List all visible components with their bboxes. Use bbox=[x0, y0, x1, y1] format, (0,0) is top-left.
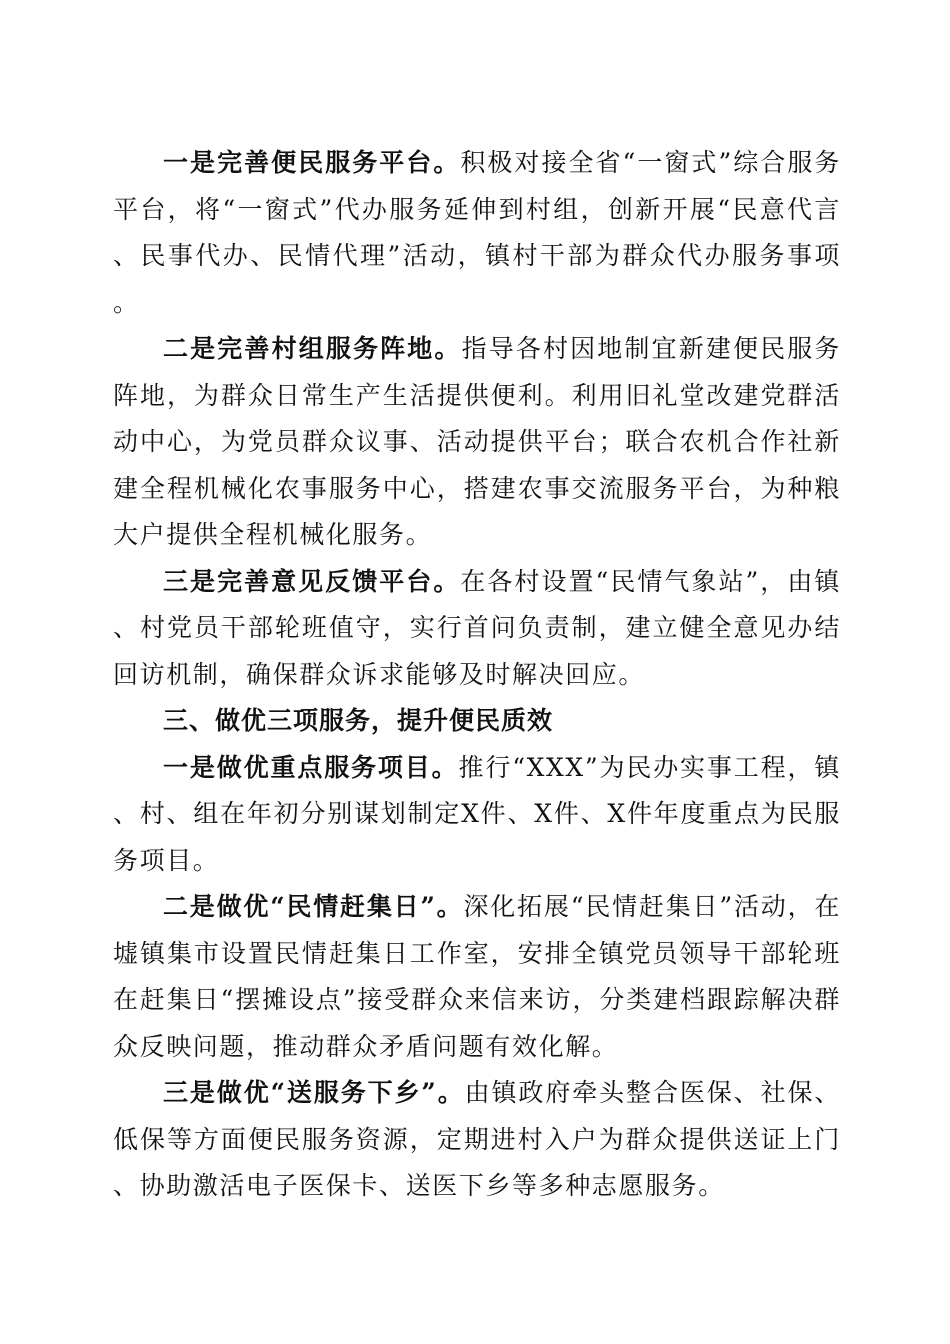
paragraph-lead: 一是完善便民服务平台。 bbox=[163, 148, 461, 177]
paragraph-lead: 三是完善意见反馈平台。 bbox=[163, 566, 461, 596]
paragraph-text: 深化拓展“民情赶集日”活动，在墟镇集市设置民情赶集日工作室，安排全镇党员领导干部轮班在赶集日“摆摊设点”接受群众来信来访，分类建档跟踪解决群众反映问题，推动群众矛盾问题有效化解。 bbox=[113, 892, 841, 1061]
paragraph-key-service-projects bbox=[113, 745, 841, 885]
paragraph-text: 指导各村因地制宜新建便民服务阵地，为群众日常生产生活提供便利。利用旧礼堂改建党群活动中心，为党员群众议事、活动提供平台；联合农机合作社新建全程机械化农事服务中心，搭建农事交流服务平台，为种粮大户提供全程机械化服务。 bbox=[113, 334, 841, 549]
paragraph-text: 由镇政府牵头整合医保、社保、低保等方面便民服务资源，定期进村入户为群众提供送证上门、协助激活电子医保卡、送医下乡等多种志愿服务。 bbox=[113, 1078, 841, 1200]
paragraph-lead: 二是做优“民情赶集日”。 bbox=[163, 892, 464, 921]
paragraph-text: 积极对接全省“一窗式”综合服务平台，将“一窗式”代办服务延伸到村组，创新开展“民意代言、民事代办、民情代理”活动，镇村干部为群众代办服务事项。 bbox=[113, 148, 841, 317]
paragraph-improve-service-platform bbox=[113, 140, 841, 326]
section-heading: 三、做优三项服务，提升便民质效 bbox=[163, 706, 554, 735]
paragraph-text: 推行“XXX”为民办实事工程，镇、村、组在年初分别谋划制定X件、X件、X件年度重点为民服务项目。 bbox=[113, 752, 841, 875]
paragraph-improve-village-positions bbox=[113, 326, 841, 559]
paragraph-text: 在各村设置“民情气象站”，由镇、村党员干部轮班值守，实行首问负责制，建立健全意见办结回访机制，确保群众诉求能够及时解决回应。 bbox=[113, 566, 841, 689]
paragraph-market-day bbox=[113, 884, 841, 1070]
document-body bbox=[113, 140, 841, 1210]
paragraph-improve-feedback-platform bbox=[113, 559, 841, 699]
paragraph-lead: 一是做优重点服务项目。 bbox=[163, 752, 459, 782]
paragraph-lead: 三是做优“送服务下乡”。 bbox=[163, 1078, 465, 1107]
paragraph-lead: 二是完善村组服务阵地。 bbox=[163, 334, 462, 363]
paragraph-services-to-countryside bbox=[113, 1070, 841, 1210]
